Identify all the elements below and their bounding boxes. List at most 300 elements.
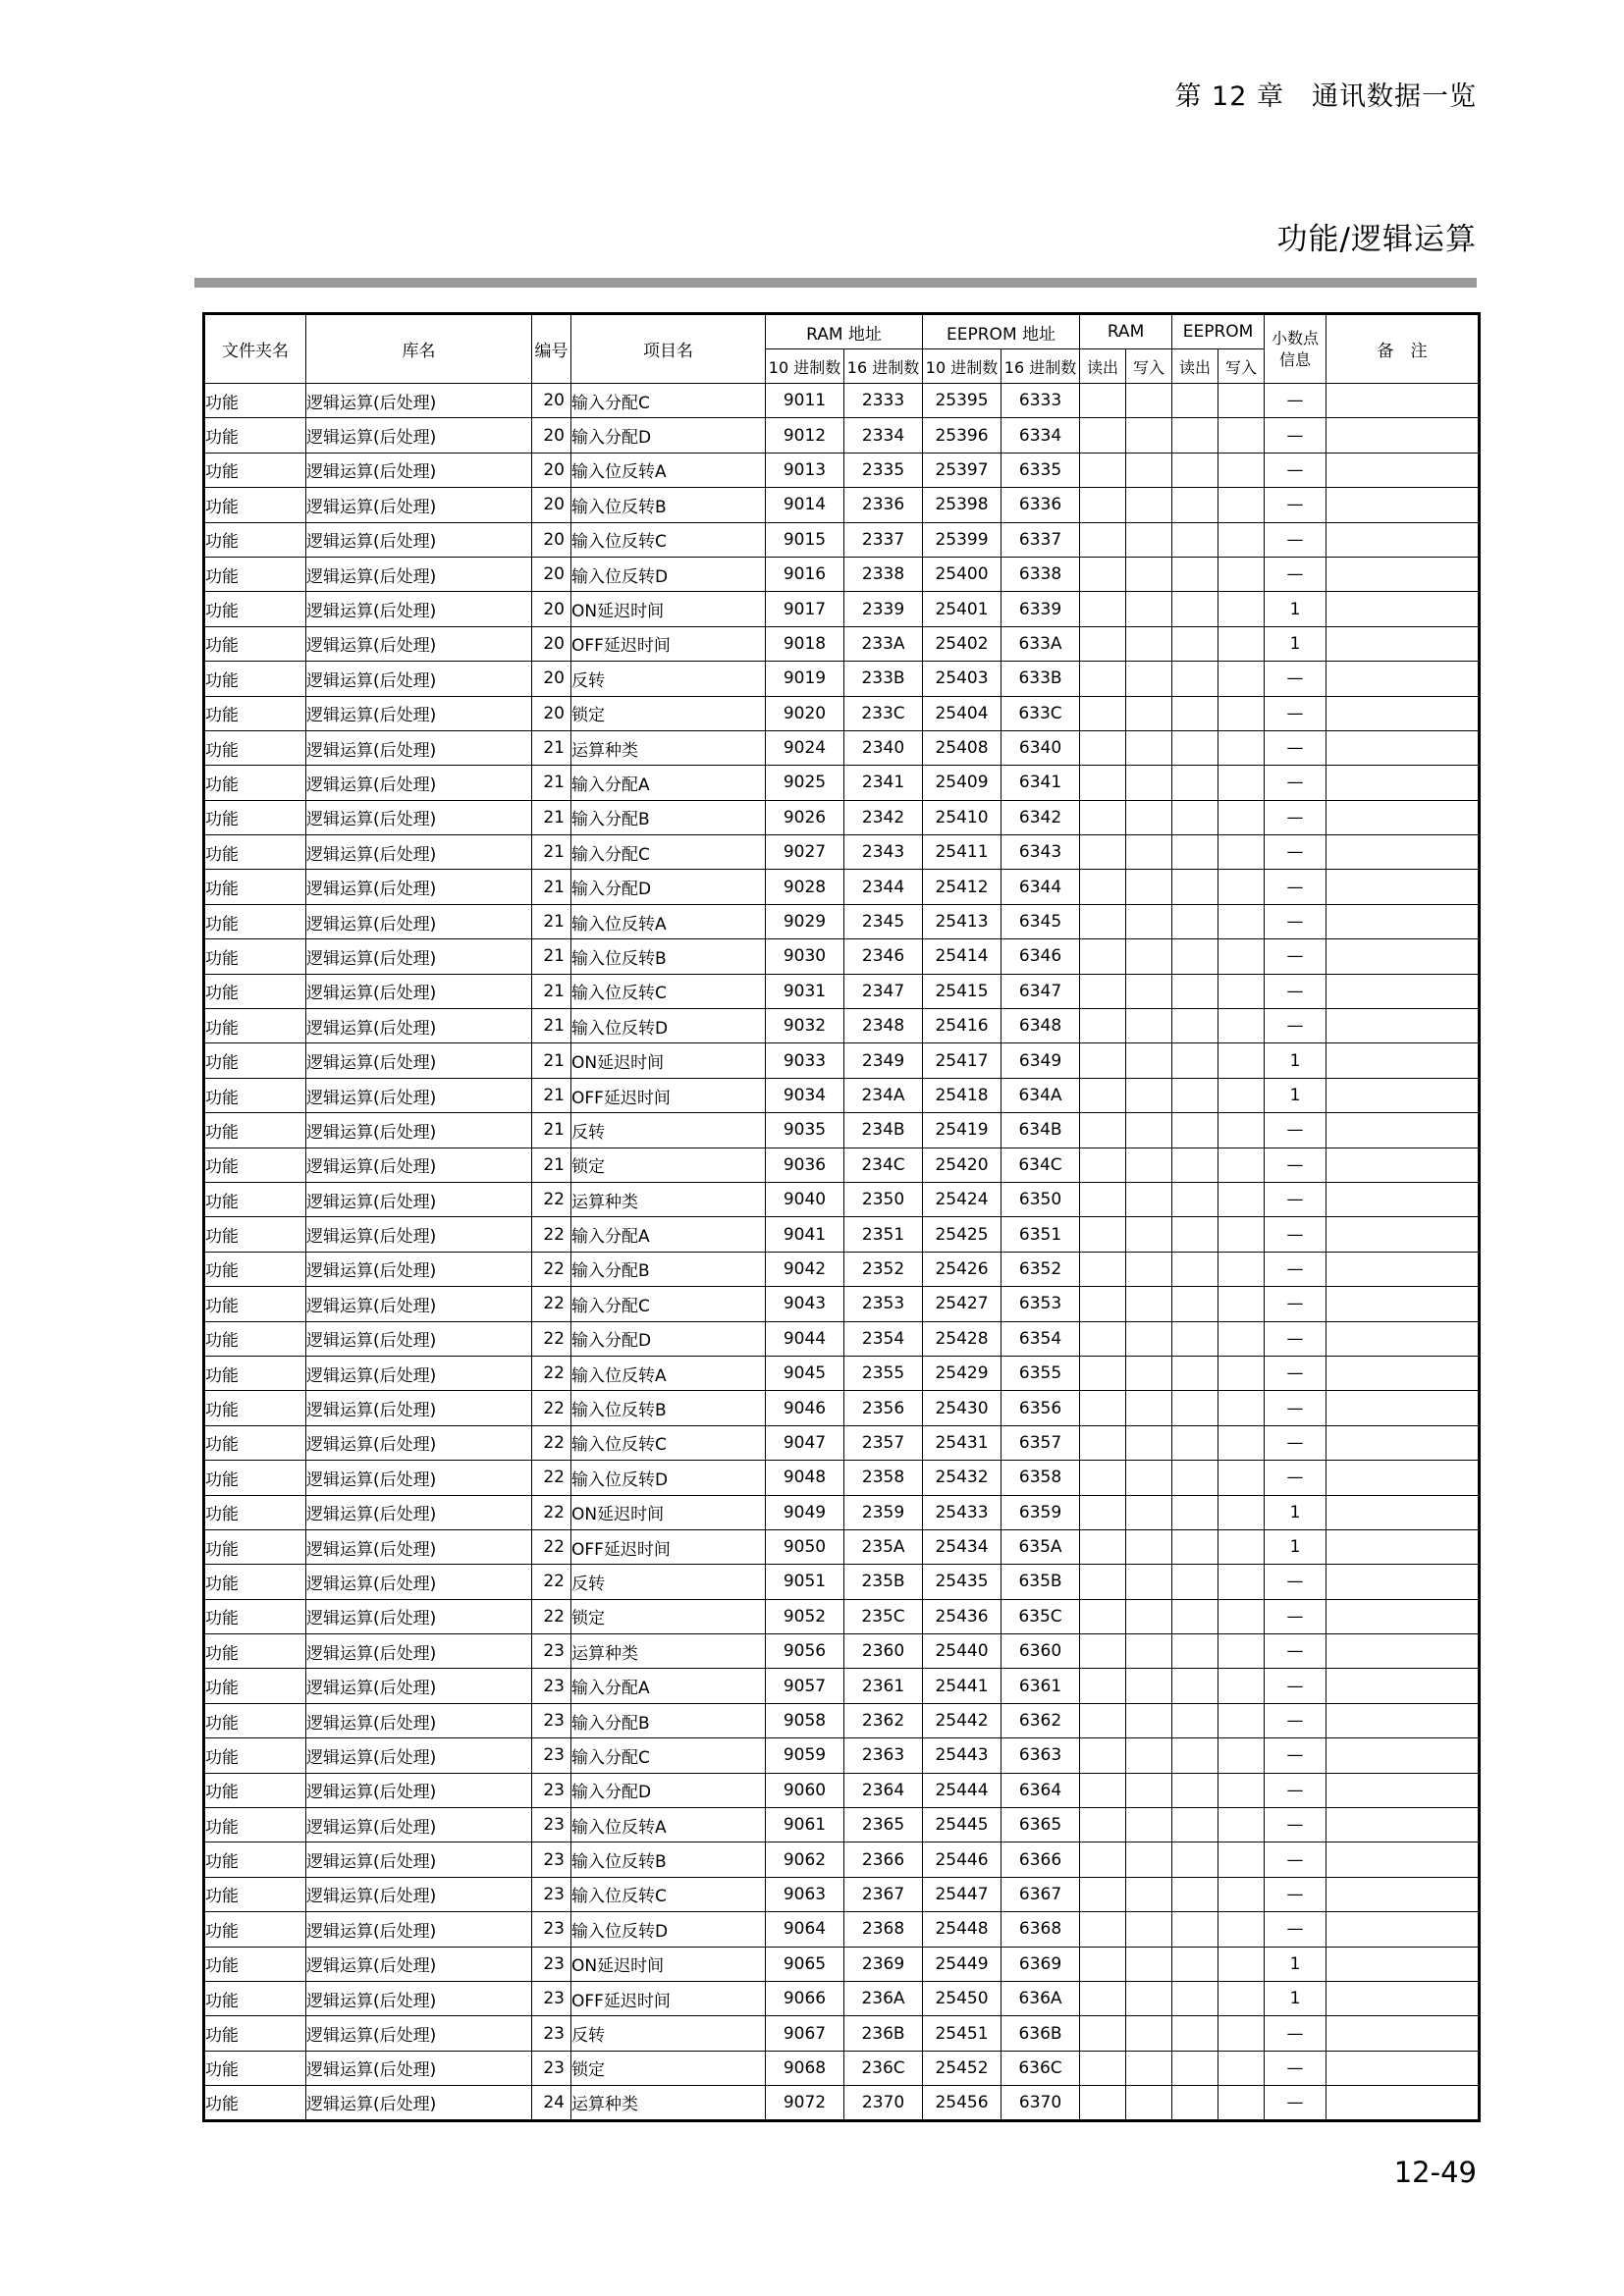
cell-library: 逻辑运算(后处理): [306, 1981, 532, 2015]
cell-eeprom-dec: 25452: [923, 2051, 1001, 2085]
cell-item: 输入分配D: [571, 418, 766, 453]
cell-eeprom-write: [1218, 1529, 1265, 1564]
cell-ram-write: [1126, 696, 1172, 730]
cell-ram-dec: 9058: [766, 1703, 844, 1737]
cell-ram-write: [1126, 1738, 1172, 1773]
cell-eeprom-write: [1218, 1981, 1265, 2015]
cell-eeprom-dec: 25419: [923, 1113, 1001, 1148]
cell-eeprom-read: [1172, 1217, 1218, 1252]
cell-decimal-info: —: [1265, 662, 1326, 696]
cell-eeprom-write: [1218, 1495, 1265, 1529]
cell-eeprom-hex: 635A: [1001, 1529, 1080, 1564]
cell-item: 输入位反转B: [571, 939, 766, 974]
cell-folder: 功能: [204, 1461, 306, 1495]
cell-eeprom-hex: 6349: [1001, 1043, 1080, 1078]
cell-eeprom-read: [1172, 453, 1218, 487]
cell-library: 逻辑运算(后处理): [306, 1287, 532, 1321]
cell-item: 输入位反转C: [571, 1877, 766, 1911]
cell-ram-hex: 235B: [844, 1565, 923, 1599]
cell-item: ON延迟时间: [571, 1947, 766, 1981]
cell-ram-read: [1080, 1912, 1126, 1947]
cell-library: 逻辑运算(后处理): [306, 1217, 532, 1252]
cell-eeprom-read: [1172, 2051, 1218, 2085]
cell-number: 20: [532, 488, 571, 522]
cell-remarks: [1326, 1148, 1480, 1182]
table-row: [204, 1043, 1480, 1078]
cell-item: 输入位反转D: [571, 1461, 766, 1495]
cell-ram-write: [1126, 1912, 1172, 1947]
cell-ram-hex: 2361: [844, 1669, 923, 1703]
cell-ram-write: [1126, 1461, 1172, 1495]
cell-eeprom-hex: 634B: [1001, 1113, 1080, 1148]
cell-library: 逻辑运算(后处理): [306, 1599, 532, 1633]
cell-remarks: [1326, 453, 1480, 487]
table-row: [204, 557, 1480, 591]
cell-eeprom-dec: 25413: [923, 904, 1001, 938]
cell-eeprom-write: [1218, 1912, 1265, 1947]
cell-number: 21: [532, 904, 571, 938]
cell-eeprom-read: [1172, 1425, 1218, 1460]
cell-library: 逻辑运算(后处理): [306, 835, 532, 870]
cell-eeprom-hex: 6359: [1001, 1495, 1080, 1529]
cell-eeprom-write: [1218, 418, 1265, 453]
cell-decimal-info: —: [1265, 1669, 1326, 1703]
cell-ram-read: [1080, 1113, 1126, 1148]
cell-decimal-info: —: [1265, 1182, 1326, 1216]
cell-ram-hex: 2342: [844, 800, 923, 834]
cell-ram-write: [1126, 662, 1172, 696]
cell-ram-dec: 9018: [766, 626, 844, 661]
cell-item: 输入位反转C: [571, 1425, 766, 1460]
cell-item: 运算种类: [571, 730, 766, 765]
cell-remarks: [1326, 1182, 1480, 1216]
cell-eeprom-read: [1172, 2016, 1218, 2051]
cell-ram-dec: 9024: [766, 730, 844, 765]
cell-ram-read: [1080, 835, 1126, 870]
cell-eeprom-dec: 25426: [923, 1252, 1001, 1286]
cell-eeprom-dec: 25418: [923, 1078, 1001, 1112]
cell-eeprom-hex: 6365: [1001, 1808, 1080, 1842]
header-folder: 文件夹名: [204, 314, 306, 384]
cell-eeprom-write: [1218, 1009, 1265, 1043]
cell-remarks: [1326, 1461, 1480, 1495]
cell-ram-read: [1080, 766, 1126, 800]
cell-ram-read: [1080, 1529, 1126, 1564]
cell-number: 20: [532, 626, 571, 661]
cell-folder: 功能: [204, 1599, 306, 1633]
cell-ram-read: [1080, 1703, 1126, 1737]
table-row: [204, 1217, 1480, 1252]
cell-remarks: [1326, 662, 1480, 696]
cell-eeprom-write: [1218, 1182, 1265, 1216]
cell-eeprom-write: [1218, 1287, 1265, 1321]
table-row: [204, 870, 1480, 904]
cell-ram-write: [1126, 1947, 1172, 1981]
cell-library: 逻辑运算(后处理): [306, 418, 532, 453]
cell-folder: 功能: [204, 1947, 306, 1981]
cell-number: 23: [532, 1773, 571, 1807]
cell-eeprom-write: [1218, 696, 1265, 730]
cell-ram-read: [1080, 1043, 1126, 1078]
cell-ram-read: [1080, 1009, 1126, 1043]
header-eeprom-dec: 10 进制数: [923, 349, 1001, 384]
cell-ram-hex: 2337: [844, 522, 923, 557]
cell-item: 输入位反转B: [571, 1391, 766, 1425]
cell-library: 逻辑运算(后处理): [306, 384, 532, 418]
cell-remarks: [1326, 1425, 1480, 1460]
cell-remarks: [1326, 1773, 1480, 1807]
cell-folder: 功能: [204, 1912, 306, 1947]
cell-folder: 功能: [204, 453, 306, 487]
cell-remarks: [1326, 557, 1480, 591]
cell-eeprom-read: [1172, 1599, 1218, 1633]
table-row: [204, 939, 1480, 974]
table-row: [204, 1808, 1480, 1842]
table-row: [204, 1321, 1480, 1356]
cell-eeprom-dec: 25402: [923, 626, 1001, 661]
cell-number: 21: [532, 939, 571, 974]
cell-folder: 功能: [204, 1113, 306, 1148]
cell-eeprom-write: [1218, 1461, 1265, 1495]
cell-eeprom-write: [1218, 1391, 1265, 1425]
cell-folder: 功能: [204, 1287, 306, 1321]
cell-library: 逻辑运算(后处理): [306, 800, 532, 834]
cell-number: 21: [532, 870, 571, 904]
cell-eeprom-dec: 25408: [923, 730, 1001, 765]
cell-eeprom-read: [1172, 662, 1218, 696]
cell-eeprom-dec: 25436: [923, 1599, 1001, 1633]
cell-decimal-info: —: [1265, 870, 1326, 904]
cell-library: 逻辑运算(后处理): [306, 904, 532, 938]
cell-number: 22: [532, 1425, 571, 1460]
cell-ram-dec: 9019: [766, 662, 844, 696]
cell-folder: 功能: [204, 696, 306, 730]
cell-item: 锁定: [571, 1148, 766, 1182]
cell-remarks: [1326, 1321, 1480, 1356]
cell-eeprom-read: [1172, 384, 1218, 418]
cell-ram-read: [1080, 696, 1126, 730]
cell-ram-dec: 9068: [766, 2051, 844, 2085]
cell-number: 20: [532, 418, 571, 453]
cell-ram-write: [1126, 1009, 1172, 1043]
cell-number: 20: [532, 696, 571, 730]
cell-decimal-info: —: [1265, 1356, 1326, 1390]
cell-decimal-info: —: [1265, 730, 1326, 765]
cell-library: 逻辑运算(后处理): [306, 870, 532, 904]
cell-decimal-info: —: [1265, 522, 1326, 557]
cell-ram-read: [1080, 1287, 1126, 1321]
cell-item: 输入分配A: [571, 1669, 766, 1703]
cell-eeprom-write: [1218, 1703, 1265, 1737]
cell-eeprom-read: [1172, 1009, 1218, 1043]
cell-ram-write: [1126, 1808, 1172, 1842]
cell-decimal-info: —: [1265, 1565, 1326, 1599]
cell-ram-hex: 2363: [844, 1738, 923, 1773]
header-ram-address: RAM 地址: [766, 314, 923, 349]
cell-remarks: [1326, 1703, 1480, 1737]
cell-eeprom-read: [1172, 1529, 1218, 1564]
cell-ram-dec: 9040: [766, 1182, 844, 1216]
cell-eeprom-dec: 25403: [923, 662, 1001, 696]
cell-ram-dec: 9072: [766, 2086, 844, 2120]
table-row: [204, 626, 1480, 661]
cell-remarks: [1326, 2086, 1480, 2120]
cell-library: 逻辑运算(后处理): [306, 1947, 532, 1981]
cell-ram-hex: 2360: [844, 1634, 923, 1669]
cell-eeprom-hex: 6333: [1001, 384, 1080, 418]
cell-eeprom-read: [1172, 1669, 1218, 1703]
cell-ram-dec: 9012: [766, 418, 844, 453]
table-row: [204, 384, 1480, 418]
cell-ram-dec: 9030: [766, 939, 844, 974]
cell-ram-dec: 9036: [766, 1148, 844, 1182]
cell-ram-read: [1080, 974, 1126, 1008]
cell-eeprom-write: [1218, 626, 1265, 661]
cell-eeprom-write: [1218, 1599, 1265, 1633]
cell-folder: 功能: [204, 2016, 306, 2051]
cell-eeprom-hex: 6335: [1001, 453, 1080, 487]
cell-ram-read: [1080, 800, 1126, 834]
cell-item: 输入位反转D: [571, 1912, 766, 1947]
table-row: [204, 418, 1480, 453]
cell-eeprom-dec: 25447: [923, 1877, 1001, 1911]
cell-folder: 功能: [204, 1425, 306, 1460]
cell-eeprom-dec: 25396: [923, 418, 1001, 453]
header-library: 库名: [306, 314, 532, 384]
cell-eeprom-read: [1172, 2086, 1218, 2120]
cell-eeprom-write: [1218, 1425, 1265, 1460]
cell-ram-dec: 9025: [766, 766, 844, 800]
cell-eeprom-write: [1218, 904, 1265, 938]
cell-item: 输入位反转C: [571, 974, 766, 1008]
cell-eeprom-hex: 6343: [1001, 835, 1080, 870]
cell-folder: 功能: [204, 1217, 306, 1252]
cell-item: 反转: [571, 1113, 766, 1148]
cell-eeprom-write: [1218, 1877, 1265, 1911]
cell-ram-hex: 2368: [844, 1912, 923, 1947]
cell-folder: 功能: [204, 522, 306, 557]
cell-item: OFF延迟时间: [571, 626, 766, 661]
cell-ram-write: [1126, 2051, 1172, 2085]
cell-eeprom-dec: 25410: [923, 800, 1001, 834]
cell-ram-write: [1126, 626, 1172, 661]
cell-eeprom-read: [1172, 522, 1218, 557]
cell-ram-write: [1126, 384, 1172, 418]
cell-library: 逻辑运算(后处理): [306, 1877, 532, 1911]
cell-ram-hex: 2358: [844, 1461, 923, 1495]
cell-eeprom-dec: 25399: [923, 522, 1001, 557]
cell-ram-hex: 2364: [844, 1773, 923, 1807]
cell-decimal-info: —: [1265, 1391, 1326, 1425]
cell-ram-write: [1126, 1321, 1172, 1356]
cell-ram-write: [1126, 1182, 1172, 1216]
cell-ram-read: [1080, 1842, 1126, 1877]
cell-library: 逻辑运算(后处理): [306, 453, 532, 487]
cell-eeprom-hex: 6341: [1001, 766, 1080, 800]
cell-eeprom-write: [1218, 1148, 1265, 1182]
cell-folder: 功能: [204, 939, 306, 974]
cell-ram-dec: 9027: [766, 835, 844, 870]
table-row: [204, 1113, 1480, 1148]
cell-ram-write: [1126, 1252, 1172, 1286]
table-row: [204, 662, 1480, 696]
cell-ram-hex: 2352: [844, 1252, 923, 1286]
cell-number: 21: [532, 766, 571, 800]
cell-eeprom-hex: 6360: [1001, 1634, 1080, 1669]
cell-eeprom-write: [1218, 522, 1265, 557]
cell-ram-read: [1080, 1808, 1126, 1842]
cell-folder: 功能: [204, 1009, 306, 1043]
table-row: [204, 2016, 1480, 2051]
cell-ram-dec: 9060: [766, 1773, 844, 1807]
cell-folder: 功能: [204, 800, 306, 834]
cell-ram-write: [1126, 557, 1172, 591]
cell-eeprom-read: [1172, 1461, 1218, 1495]
cell-eeprom-write: [1218, 870, 1265, 904]
cell-eeprom-read: [1172, 1495, 1218, 1529]
cell-library: 逻辑运算(后处理): [306, 1148, 532, 1182]
cell-remarks: [1326, 522, 1480, 557]
cell-item: 输入位反转A: [571, 1356, 766, 1390]
cell-eeprom-read: [1172, 766, 1218, 800]
cell-item: 输入位反转A: [571, 453, 766, 487]
cell-ram-read: [1080, 1947, 1126, 1981]
cell-eeprom-hex: 6364: [1001, 1773, 1080, 1807]
cell-ram-read: [1080, 1773, 1126, 1807]
cell-ram-read: [1080, 1634, 1126, 1669]
cell-ram-read: [1080, 1877, 1126, 1911]
cell-remarks: [1326, 1391, 1480, 1425]
cell-folder: 功能: [204, 1773, 306, 1807]
cell-remarks: [1326, 626, 1480, 661]
cell-ram-write: [1126, 1391, 1172, 1425]
cell-eeprom-write: [1218, 1634, 1265, 1669]
cell-folder: 功能: [204, 1842, 306, 1877]
cell-eeprom-dec: 25427: [923, 1287, 1001, 1321]
cell-number: 21: [532, 1009, 571, 1043]
cell-eeprom-hex: 6352: [1001, 1252, 1080, 1286]
cell-number: 20: [532, 557, 571, 591]
cell-ram-write: [1126, 2086, 1172, 2120]
cell-folder: 功能: [204, 1634, 306, 1669]
cell-ram-hex: 234A: [844, 1078, 923, 1112]
cell-eeprom-read: [1172, 1981, 1218, 2015]
cell-number: 22: [532, 1495, 571, 1529]
cell-library: 逻辑运算(后处理): [306, 522, 532, 557]
table-row: [204, 1148, 1480, 1182]
cell-ram-write: [1126, 1669, 1172, 1703]
cell-ram-write: [1126, 488, 1172, 522]
cell-eeprom-dec: 25440: [923, 1634, 1001, 1669]
cell-ram-write: [1126, 835, 1172, 870]
cell-number: 21: [532, 800, 571, 834]
cell-ram-read: [1080, 1981, 1126, 2015]
cell-eeprom-dec: 25404: [923, 696, 1001, 730]
cell-eeprom-hex: 6338: [1001, 557, 1080, 591]
cell-ram-dec: 9051: [766, 1565, 844, 1599]
cell-folder: 功能: [204, 2051, 306, 2085]
cell-ram-dec: 9016: [766, 557, 844, 591]
cell-item: 反转: [571, 1565, 766, 1599]
cell-eeprom-hex: 6350: [1001, 1182, 1080, 1216]
cell-number: 21: [532, 974, 571, 1008]
cell-decimal-info: 1: [1265, 1981, 1326, 2015]
table-row: [204, 1669, 1480, 1703]
cell-ram-read: [1080, 1078, 1126, 1112]
cell-ram-dec: 9049: [766, 1495, 844, 1529]
cell-number: 23: [532, 1738, 571, 1773]
cell-eeprom-hex: 6340: [1001, 730, 1080, 765]
cell-ram-dec: 9046: [766, 1391, 844, 1425]
cell-number: 20: [532, 453, 571, 487]
cell-number: 22: [532, 1356, 571, 1390]
cell-eeprom-dec: 25409: [923, 766, 1001, 800]
cell-ram-dec: 9064: [766, 1912, 844, 1947]
cell-eeprom-hex: 6354: [1001, 1321, 1080, 1356]
cell-ram-read: [1080, 2086, 1126, 2120]
page-number: 12-49: [1393, 2156, 1477, 2189]
cell-eeprom-dec: 25416: [923, 1009, 1001, 1043]
cell-ram-dec: 9011: [766, 384, 844, 418]
chapter-title: 第 12 章 通讯数据一览: [1174, 81, 1477, 112]
cell-remarks: [1326, 1495, 1480, 1529]
cell-decimal-info: —: [1265, 1252, 1326, 1286]
cell-eeprom-hex: 6344: [1001, 870, 1080, 904]
cell-decimal-info: —: [1265, 418, 1326, 453]
cell-number: 20: [532, 662, 571, 696]
cell-eeprom-hex: 636A: [1001, 1981, 1080, 2015]
cell-number: 24: [532, 2086, 571, 2120]
cell-eeprom-read: [1172, 1912, 1218, 1947]
cell-ram-read: [1080, 1495, 1126, 1529]
cell-ram-hex: 2349: [844, 1043, 923, 1078]
cell-item: 输入分配C: [571, 1287, 766, 1321]
cell-item: 输入分配A: [571, 766, 766, 800]
table-row: [204, 800, 1480, 834]
cell-eeprom-read: [1172, 696, 1218, 730]
cell-ram-hex: 2348: [844, 1009, 923, 1043]
cell-ram-dec: 9017: [766, 592, 844, 626]
cell-ram-dec: 9032: [766, 1009, 844, 1043]
cell-ram-hex: 234C: [844, 1148, 923, 1182]
cell-decimal-info: —: [1265, 453, 1326, 487]
cell-ram-hex: 2336: [844, 488, 923, 522]
cell-ram-write: [1126, 453, 1172, 487]
cell-ram-hex: 235A: [844, 1529, 923, 1564]
cell-ram-write: [1126, 1703, 1172, 1737]
cell-library: 逻辑运算(后处理): [306, 1043, 532, 1078]
cell-remarks: [1326, 766, 1480, 800]
cell-ram-write: [1126, 1773, 1172, 1807]
cell-ram-read: [1080, 384, 1126, 418]
cell-eeprom-dec: 25395: [923, 384, 1001, 418]
cell-ram-hex: 2351: [844, 1217, 923, 1252]
cell-remarks: [1326, 592, 1480, 626]
cell-eeprom-write: [1218, 766, 1265, 800]
cell-ram-read: [1080, 1461, 1126, 1495]
cell-eeprom-hex: 6355: [1001, 1356, 1080, 1390]
cell-eeprom-hex: 6368: [1001, 1912, 1080, 1947]
cell-eeprom-write: [1218, 730, 1265, 765]
cell-remarks: [1326, 939, 1480, 974]
cell-decimal-info: —: [1265, 835, 1326, 870]
cell-ram-dec: 9035: [766, 1113, 844, 1148]
cell-decimal-info: —: [1265, 1634, 1326, 1669]
table-row: [204, 1738, 1480, 1773]
cell-item: 输入位反转A: [571, 1808, 766, 1842]
cell-remarks: [1326, 1599, 1480, 1633]
cell-eeprom-write: [1218, 835, 1265, 870]
